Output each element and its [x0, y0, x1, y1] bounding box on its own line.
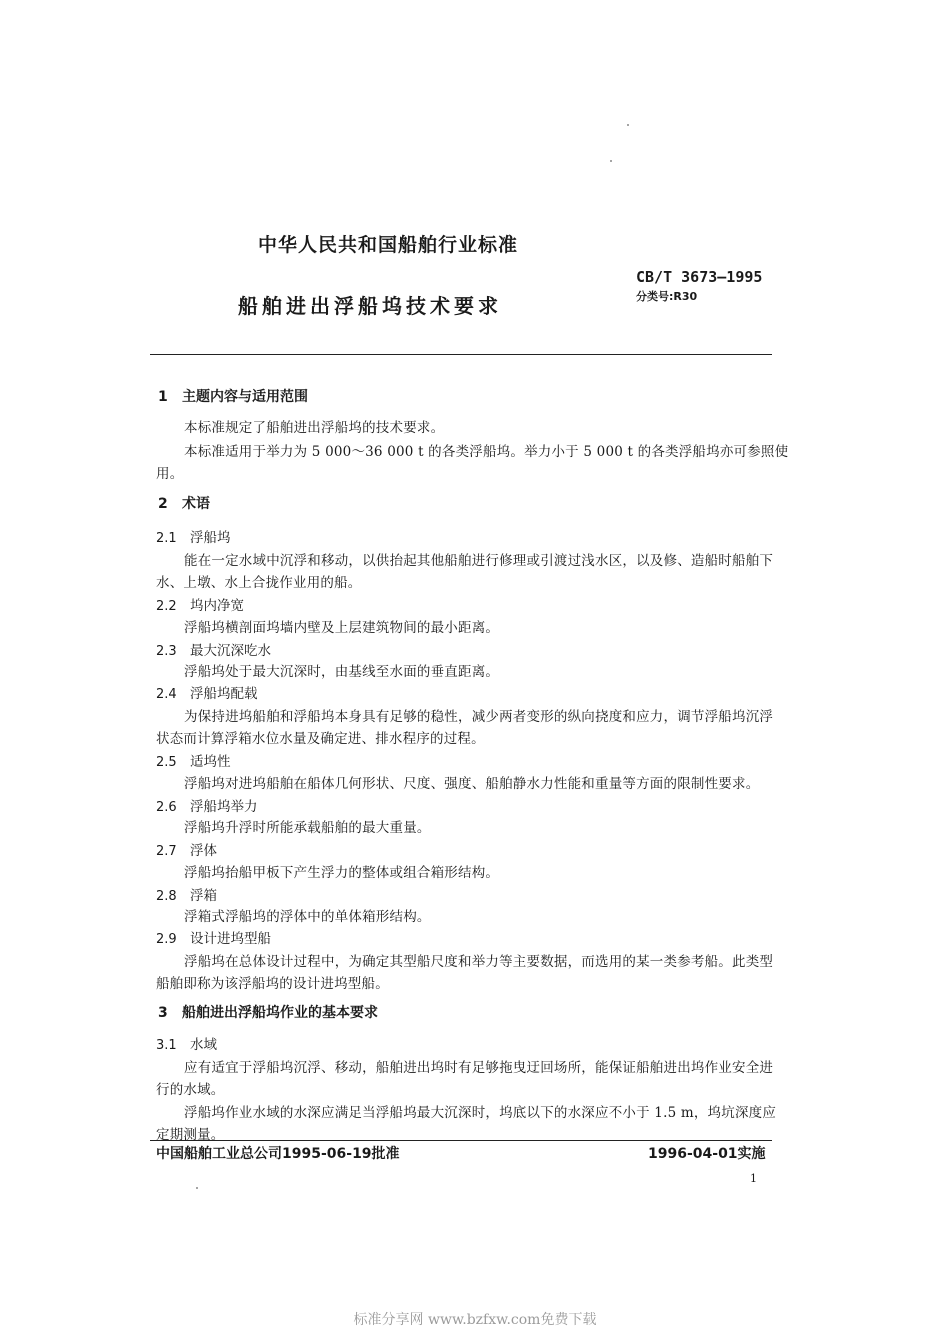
standard-country-heading: 中华人民共和国船舶行业标准	[258, 234, 519, 256]
term-heading	[156, 927, 271, 947]
watermark: 标准分享网 www.bzfxw.com免费下载	[353, 1312, 597, 1328]
definition-line: 浮船坞处于最大沉深时，由基线至水面的垂直距离。	[184, 664, 500, 680]
term-name: 浮箱	[190, 888, 217, 904]
term-heading	[156, 839, 217, 859]
standard-code: CB/T 3673—1995	[636, 268, 763, 286]
term-number: 2.9	[156, 932, 177, 947]
classification-number: 分类号:R30	[636, 290, 698, 303]
section-3-heading	[158, 1002, 378, 1022]
term-name: 浮船坞举力	[190, 799, 258, 815]
term-heading	[156, 526, 231, 546]
section-number: 1	[158, 389, 168, 405]
term-number: 2.7	[156, 844, 177, 859]
definition-line: 浮箱式浮船坞的浮体中的单体箱形结构。	[184, 909, 431, 925]
definition-line: 能在一定水域中沉浮和移动，以供抬起其他船舶进行修理或引渡过浅水区，以及修、造船时船舶下	[184, 553, 774, 569]
section-title: 术语	[182, 496, 210, 512]
term-heading	[156, 1033, 217, 1053]
definition-line: 状态而计算浮箱水位水量及确定进、排水程序的过程。	[156, 731, 485, 747]
scan-speck	[627, 124, 629, 126]
term-name: 设计进坞型船	[190, 931, 271, 947]
definition-line: 为保持进坞船舶和浮船坞本身具有足够的稳性，减少两者变形的纵向挠度和应力，调节浮船坞沉浮	[184, 709, 774, 725]
definition-line: 浮船坞抬船甲板下产生浮力的整体或组合箱形结构。	[184, 865, 500, 881]
paragraph-line: 应有适宜于浮船坞沉浮、移动，船舶进出坞时有足够拖曳迂回场所，能保证船舶进出坞作业安全进	[184, 1060, 774, 1076]
term-name: 坞内净宽	[190, 598, 244, 614]
term-heading	[156, 639, 271, 659]
term-number: 2.6	[156, 800, 177, 815]
term-heading	[156, 795, 258, 815]
paragraph-line: 行的水域。	[156, 1082, 225, 1098]
paragraph-line: 本标准适用于举力为 5 000～36 000 t 的各类浮船坞。举力小于 5 000 t 的各类浮船坞亦可参照使	[184, 444, 789, 460]
term-number: 2.5	[156, 755, 177, 770]
footer-divider	[150, 1140, 772, 1141]
term-number: 2.1	[156, 531, 177, 546]
term-heading	[156, 682, 258, 702]
page-number: 1	[750, 1172, 757, 1185]
term-name: 适坞性	[190, 754, 231, 770]
definition-line: 浮船坞升浮时所能承载船舶的最大重量。	[184, 820, 431, 836]
definition-line: 浮船坞对进坞船舶在船体几何形状、尺度、强度、船舶静水力性能和重量等方面的限制性要求。	[184, 776, 760, 792]
paragraph-line: 本标准规定了船舶进出浮船坞的技术要求。	[184, 420, 445, 436]
scan-speck	[196, 1187, 198, 1189]
definition-line: 水、上墩、水上合拢作业用的船。	[156, 575, 362, 591]
section-number: 3	[158, 1005, 168, 1021]
section-title: 船舶进出浮船坞作业的基本要求	[182, 1005, 378, 1021]
scan-speck	[610, 160, 612, 162]
term-name: 最大沉深吃水	[190, 643, 271, 659]
term-number: 2.2	[156, 599, 177, 614]
paragraph-line: 定期测量。	[156, 1127, 225, 1143]
approval-line: 中国船舶工业总公司1995-06-19批准	[156, 1146, 400, 1162]
term-heading	[156, 594, 244, 614]
term-number: 2.4	[156, 687, 177, 702]
section-2-heading	[158, 493, 210, 513]
paragraph-line: 浮船坞作业水域的水深应满足当浮船坞最大沉深时，坞底以下的水深应不小于 1.5 m，坞坑深度应	[184, 1105, 777, 1121]
definition-line: 浮船坞横剖面坞墙内壁及上层建筑物间的最小距离。	[184, 620, 500, 636]
term-heading	[156, 884, 217, 904]
document-title: 船舶进出浮船坞技术要求	[238, 294, 502, 318]
term-heading	[156, 750, 231, 770]
implementation-date: 1996-04-01实施	[648, 1146, 766, 1162]
section-1-heading	[158, 386, 308, 406]
section-number: 2	[158, 496, 168, 512]
term-number: 2.3	[156, 644, 177, 659]
definition-line: 浮船坞在总体设计过程中，为确定其型船尺度和举力等主要数据，而选用的某一类参考船。此类型	[184, 954, 774, 970]
term-name: 水域	[190, 1037, 217, 1053]
definition-line: 船舶即称为该浮船坞的设计进坞型船。	[156, 976, 389, 992]
term-number: 2.8	[156, 889, 177, 904]
term-name: 浮船坞	[190, 530, 231, 546]
header-divider	[150, 354, 772, 355]
term-name: 浮船坞配载	[190, 686, 258, 702]
section-title: 主题内容与适用范围	[182, 389, 308, 405]
paragraph-line: 用。	[156, 466, 184, 482]
term-number: 3.1	[156, 1038, 177, 1053]
term-name: 浮体	[190, 843, 217, 859]
